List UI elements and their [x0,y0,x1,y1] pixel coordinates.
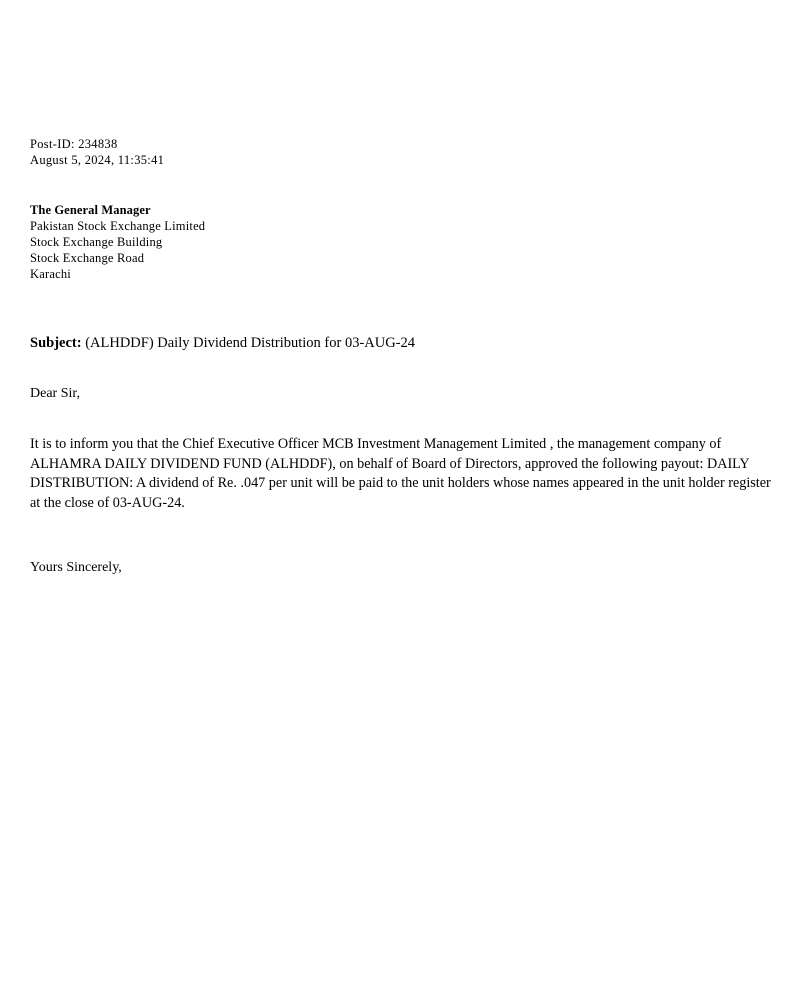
closing-line: Yours Sincerely, [30,560,122,575]
timestamp-line: August 5, 2024, 11:35:41 [30,153,165,167]
recipient-organization: Pakistan Stock Exchange Limited [30,219,206,233]
document-content [30,136,775,577]
body-paragraph: It is to inform you that the Chief Executive Officer MCB Investment Management Limited , the management company of ALHAMRA DAILY DIVIDEND FUND (ALHDDF), on behalf of Board of Directors, approved the following payout: DAILY DISTRIBUTION: A dividend of Re. .047 per unit will be paid to the unit holders whose names appeared in the unit holder register at the close of 03-AUG-24. [30,436,771,511]
recipient-building: Stock Exchange Building [30,235,163,249]
post-id-line: Post-ID: 234838 [30,137,118,151]
recipient-title: The General Manager [30,203,151,217]
recipient-address-block [30,202,775,282]
salutation: Dear Sir, [30,386,80,401]
body-text-block [30,435,774,513]
subject-label: Subject: [30,335,82,351]
recipient-city: Karachi [30,267,71,281]
subject-text: (ALHDDF) Daily Dividend Distribution for 03-AUG-24 [85,335,416,351]
recipient-street: Stock Exchange Road [30,251,145,265]
subject-line [30,334,775,352]
